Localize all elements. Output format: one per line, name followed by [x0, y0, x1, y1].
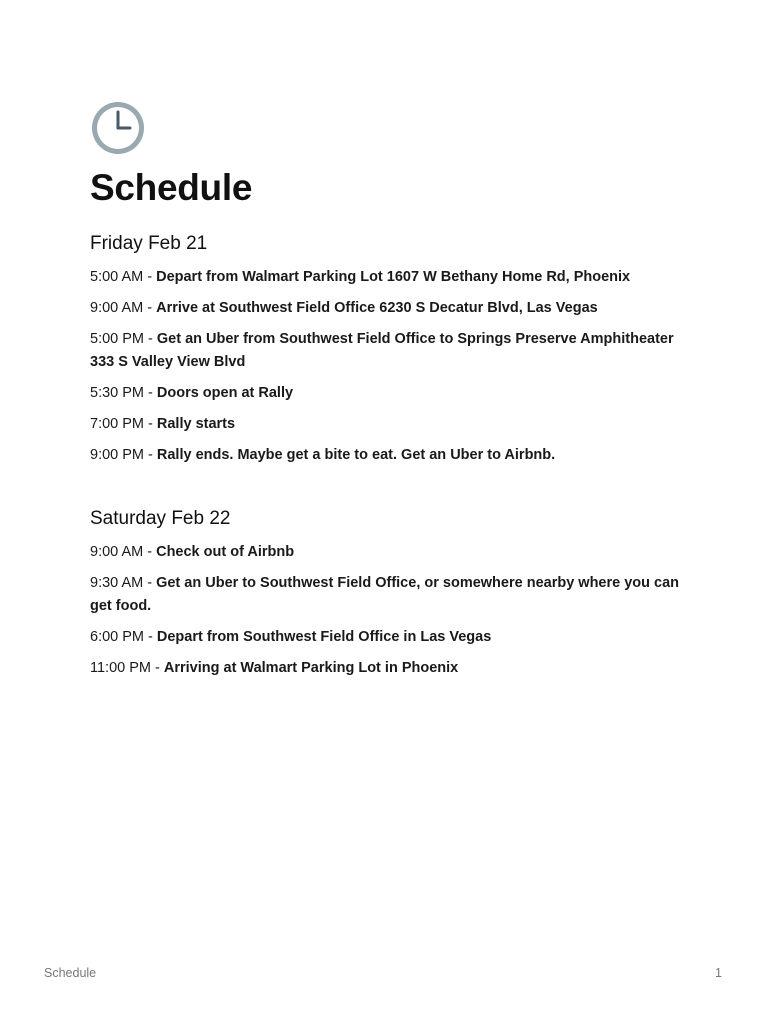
- entry-time: 7:00 PM: [90, 416, 144, 432]
- schedule-entry: [90, 382, 690, 405]
- schedule-entry: [90, 266, 690, 289]
- entry-description: Rally ends. Maybe get a bite to eat. Get an Uber to Airbnb.: [156, 447, 556, 463]
- schedule-entry: [90, 572, 690, 618]
- entry-separator: -: [144, 629, 157, 645]
- day-section-friday: [90, 230, 690, 467]
- schedule-entry: [90, 657, 690, 680]
- entry-time: 9:30 AM: [90, 575, 144, 591]
- entry-time: 5:00 PM: [90, 331, 144, 347]
- schedule-entry: [90, 541, 690, 564]
- day-heading: Saturday Feb 22: [90, 508, 231, 529]
- schedule-entry: [90, 413, 690, 436]
- entry-description: Rally starts: [156, 416, 236, 432]
- entry-description: Get an Uber from Southwest Field Office to Springs Preserve Amphitheater 333 S Valley View Blvd: [90, 331, 674, 370]
- entry-description: Arrive at Southwest Field Office 6230 S Decatur Blvd, Las Vegas: [156, 300, 598, 316]
- entry-separator: -: [143, 575, 157, 591]
- entry-separator: -: [144, 331, 157, 347]
- entry-time: 5:00 AM: [90, 269, 144, 285]
- entry-time: 11:00 PM: [90, 660, 151, 676]
- entry-description: Check out of Airbnb: [156, 544, 295, 560]
- entry-time: 5:30 PM: [90, 385, 144, 401]
- footer-document-title: Schedule: [44, 966, 97, 980]
- schedule-entry: [90, 297, 690, 320]
- entry-separator: -: [143, 269, 157, 285]
- entry-time: 9:00 AM: [90, 300, 144, 316]
- entry-time: 6:00 PM: [90, 629, 144, 645]
- entry-separator: -: [144, 447, 157, 463]
- page-title: Schedule: [90, 167, 253, 208]
- entry-time: 9:00 PM: [90, 447, 144, 463]
- entry-separator: -: [143, 300, 157, 316]
- entry-description: Arriving at Walmart Parking Lot in Phoenix: [163, 660, 459, 676]
- entry-separator: -: [151, 660, 164, 676]
- footer-page-number: 1: [715, 966, 722, 980]
- entry-time: 9:00 AM: [90, 544, 144, 560]
- schedule-entry: [90, 626, 690, 649]
- entry-separator: -: [144, 385, 157, 401]
- entry-separator: -: [144, 416, 157, 432]
- day-section-saturday: [90, 505, 690, 680]
- schedule-entry: [90, 328, 690, 374]
- entry-description: Depart from Walmart Parking Lot 1607 W Bethany Home Rd, Phoenix: [156, 269, 631, 285]
- entry-description: Depart from Southwest Field Office in Las Vegas: [156, 629, 492, 645]
- entry-description: Doors open at Rally: [156, 385, 294, 401]
- document-body: [90, 100, 690, 688]
- entry-separator: -: [143, 544, 157, 560]
- entry-description: Get an Uber to Southwest Field Office, or somewhere nearby where you can get food.: [90, 575, 680, 614]
- schedule-entry: [90, 444, 690, 467]
- day-heading: Friday Feb 21: [90, 233, 208, 254]
- clock-icon: [90, 100, 146, 156]
